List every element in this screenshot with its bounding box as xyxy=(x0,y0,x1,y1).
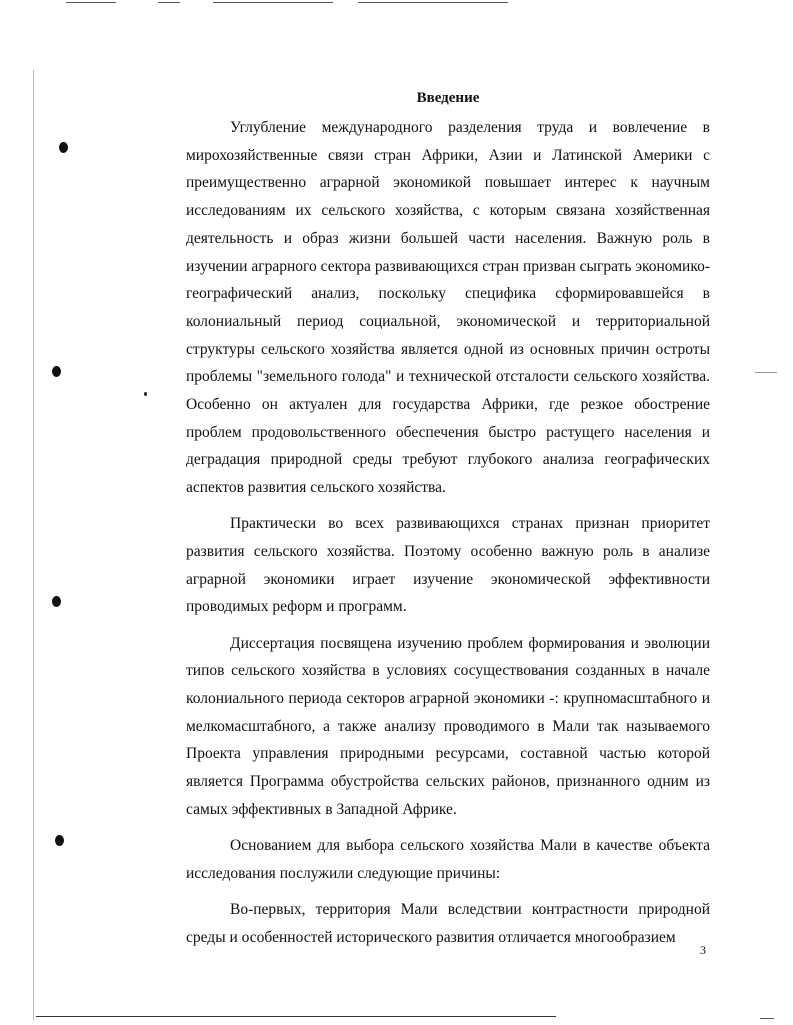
scan-mark xyxy=(755,372,777,373)
scan-line-top xyxy=(213,2,333,3)
page-title: Введение xyxy=(416,90,480,106)
scan-mark xyxy=(760,1018,774,1019)
punch-hole-mark xyxy=(52,596,61,607)
paragraph: Углубление международного разделения труда и вовлечение в мирохозяйственные связи стран Африки, Азии и Латинской Америки с преимущественно аграрной экономикой повышает интерес к научным исследованиям их сельского хозяйства, с которым связана хозяйственная деятельность и образ жизни большей части населения. Важную роль в изучении аграрного сектора развивающихся стран призван сыграть экономико-географический анализ, поскольку специфика сформировавшейся в колониальный период социальной, экономической и территориальной структуры сельского хозяйства является одной из основных причин остроты проблемы "земельного голода" и технической отсталости сельского хозяйства. Особенно он актуален для государства Африки, где резкое обострение проблем продовольственного обеспечения быстро растущего населения и деградация природной среды требуют глубокого анализа географических аспектов развития сельского хозяйства. xyxy=(186,119,710,497)
scan-line-bottom xyxy=(36,1016,556,1017)
scan-speck xyxy=(144,392,147,396)
paragraph: Основанием для выбора сельского хозяйства Мали в качестве объекта исследования послужили следующие причины: xyxy=(186,837,710,882)
scan-line-top xyxy=(358,2,508,3)
punch-hole-mark xyxy=(59,142,68,153)
scan-line-top xyxy=(158,2,180,3)
paragraph: Диссертация посвящена изучению проблем формирования и эволюции типов сельского хозяйства в условиях сосуществования созданных в начале колониального периода секторов аграрной экономики -: крупномасштабного и мелкомасштабного, а также анализу проводимого в Мали так называемого Проекта управления природными ресурсами, составной частью которой является Программа обустройства сельских районов, признанного одним из самых эффективных в Западной Африке. xyxy=(186,634,710,818)
punch-hole-mark xyxy=(52,366,61,377)
scan-line-top xyxy=(66,2,116,3)
page-number: 3 xyxy=(700,943,706,957)
paragraph: Практически во всех развивающихся странах признан приоритет развития сельского хозяйства. Поэтому особенно важную роль в анализе аграрной экономики играет изучение экономической эффективности проводимых реформ и программ. xyxy=(186,515,710,616)
paragraph: Во-первых, территория Мали вследствии контрастности природной среды и особенностей исторического развития отличается многообразием xyxy=(186,900,710,946)
document-body xyxy=(186,114,710,960)
scan-left-edge xyxy=(33,70,34,1020)
punch-hole-mark xyxy=(55,835,64,846)
